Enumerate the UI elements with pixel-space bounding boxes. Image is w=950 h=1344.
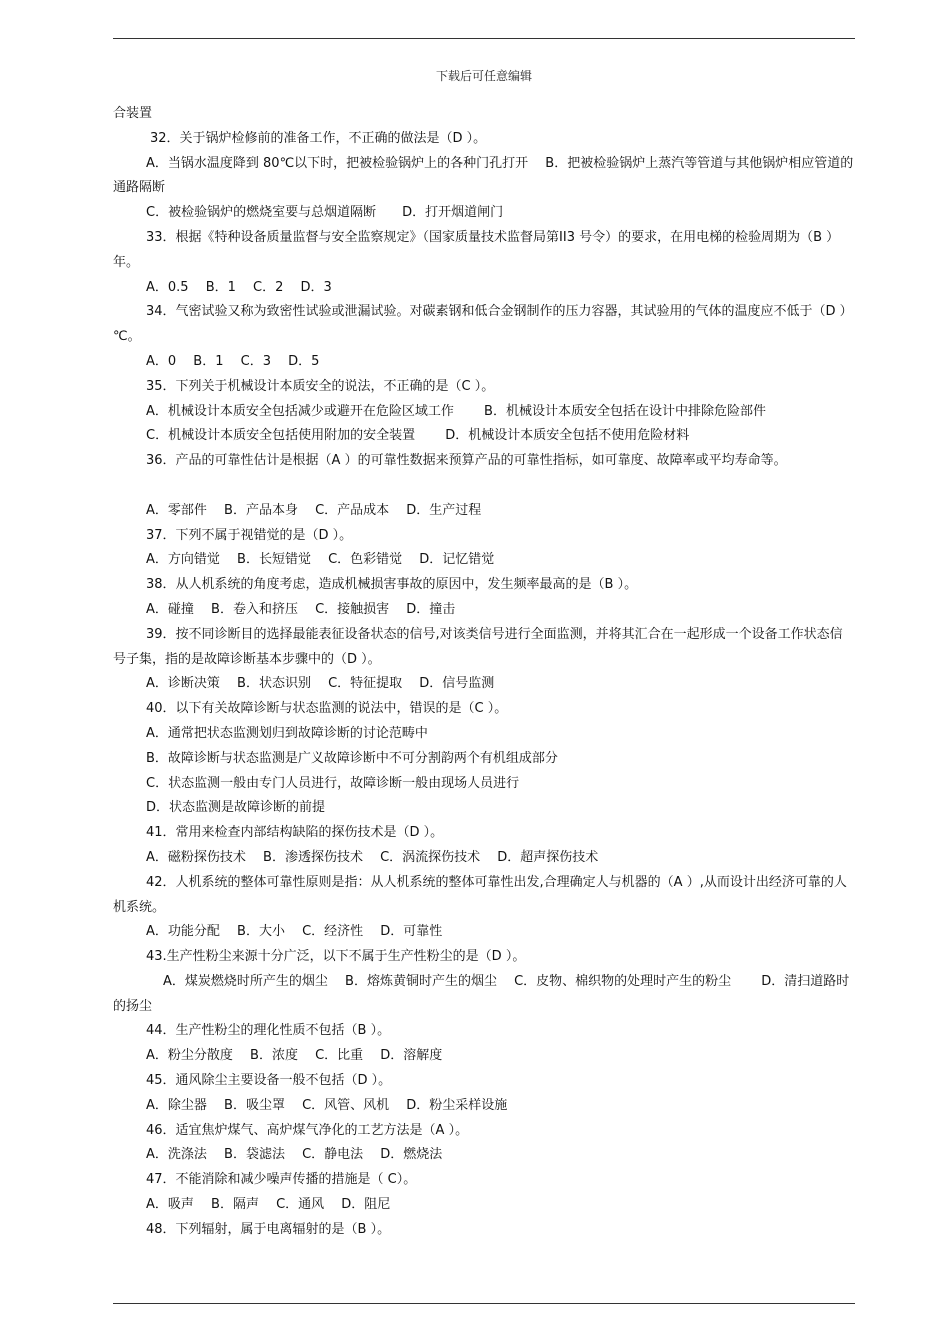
options-43: A．煤炭燃烧时所产生的烟尘 B．熔炼黄铜时产生的烟尘 C．皮物、棉织物的处理时产生的粉尘 D．清扫道路时的扬尘 [113, 973, 850, 1014]
question-40: 40．以下有关故障诊断与状态监测的说法中，错误的是（C ）。 [146, 701, 508, 717]
header-rule [113, 38, 855, 39]
options-47: A．吸声 B．隔声 C．通风 D．阻尼 [146, 1197, 391, 1213]
options-32: A．当锅水温度降到 80℃以下时，把被检验锅炉上的各种门孔打开 B．把被检验锅炉上蒸汽等管道与其他锅炉相应管道的通路隔断 [113, 155, 854, 196]
question-48: 48．下列辐射，属于电离辐射的是（B ）。 [146, 1221, 391, 1237]
question-42: 42．人机系统的整体可靠性原则是指：从人机系统的整体可靠性出发,合理确定人与机器的（A ）,从而设计出经济可靠的人机系统。 [113, 874, 847, 915]
options-41: A．磁粉探伤技术 B．渗透探伤技术 C．涡流探伤技术 D．超声探伤技术 [146, 849, 599, 865]
question-33: 33．根据《特种设备质量监督与安全监察规定》（国家质量技术监督局第ⅠI3 号令）的要求，在用电梯的检验周期为（B ）年。 [113, 229, 840, 270]
options-32-cont: C．被检验锅炉的燃烧室要与总烟道隔断 D．打开烟道闸门 [146, 205, 504, 221]
options-39: A．诊断决策 B．状态识别 C．特征提取 D．信号监测 [146, 676, 495, 692]
question-44: 44．生产性粉尘的理化性质不包括（B ）。 [146, 1023, 391, 1039]
option-40-a: A．通常把状态监测划归到故障诊断的讨论范畴中 [146, 725, 428, 741]
text-line: 合装置 [113, 106, 153, 121]
question-47: 47．不能消除和减少噪声传播的措施是（ C）。 [146, 1172, 417, 1188]
footer-rule [113, 1303, 855, 1304]
option-40-c: C．状态监测一般由专门人员进行，故障诊断一般由现场人员进行 [146, 775, 520, 791]
question-45: 45．通风除尘主要设备一般不包括（D ）。 [146, 1073, 392, 1089]
question-35: 35．下列关于机械设计本质安全的说法，不正确的是（C ）。 [146, 378, 495, 394]
question-46: 46．适宜焦炉煤气、高炉煤气净化的工艺方法是（A ）。 [146, 1122, 469, 1138]
question-32: 32．关于锅炉检修前的准备工作，不正确的做法是（D ）。 [150, 130, 487, 146]
blank-line [113, 474, 855, 499]
option-40-d: D．状态监测是故障诊断的前提 [146, 800, 326, 816]
options-34: A．0 B．1 C．3 D．5 [146, 353, 320, 369]
options-37: A．方向错觉 B．长短错觉 C．色彩错觉 D．记忆错觉 [146, 552, 495, 568]
options-33: A．0.5 B．1 C．2 D．3 [146, 279, 332, 295]
options-44: A．粉尘分散度 B．浓度 C．比重 D．溶解度 [146, 1048, 443, 1064]
question-34: 34．气密试验又称为致密性试验或泄漏试验。对碳素钢和低合金钢制作的压力容器，其试验用的气体的温度应不低于（D ）℃。 [113, 304, 853, 345]
options-38: A．碰撞 B．卷入和挤压 C．接触损害 D．撞击 [146, 601, 456, 617]
document-body [113, 102, 855, 1243]
question-41: 41．常用来检查内部结构缺陷的探伤技术是（D ）。 [146, 825, 444, 841]
question-43: 43.生产性粉尘来源十分广泛，以下不属于生产性粉尘的是（D ）。 [146, 949, 526, 965]
option-40-b: B．故障诊断与状态监测是广义故障诊断中不可分割韵两个有机组成部分 [146, 750, 558, 766]
options-42: A．功能分配 B．大小 C．经济性 D．可靠性 [146, 924, 443, 940]
options-45: A．除尘器 B．吸尘罩 C．风管、风机 D．粉尘采样设施 [146, 1097, 508, 1113]
question-39: 39．按不同诊断目的选择最能表征设备状态的信号,对该类信号进行全面监测，并将其汇合在一起形成一个设备工作状态信号子集，指的是故障诊断基本步骤中的（D ）。 [113, 626, 843, 667]
options-36: A．零部件 B．产品本身 C．产品成本 D．生产过程 [146, 502, 482, 518]
page-header: 下载后可任意编辑 [435, 69, 532, 83]
question-38: 38．从人机系统的角度考虑，造成机械损害事故的原因中，发生频率最高的是（B ）。 [146, 577, 638, 593]
question-37: 37．下列不属于视错觉的是（D ）。 [146, 527, 353, 543]
options-35: A．机械设计本质安全包括减少或避开在危险区域工作 B．机械设计本质安全包括在设计中排除危险部件 [146, 403, 766, 419]
options-46: A．洗涤法 B．袋滤法 C．静电法 D．燃烧法 [146, 1147, 443, 1163]
question-36: 36．产品的可靠性估计是根据（A ）的可靠性数据来预算产品的可靠性指标，如可靠度、故障率或平均寿命等。 [146, 453, 787, 469]
options-35-cont: C．机械设计本质安全包括使用附加的安全装置 D．机械设计本质安全包括不使用危险材料 [146, 428, 690, 444]
